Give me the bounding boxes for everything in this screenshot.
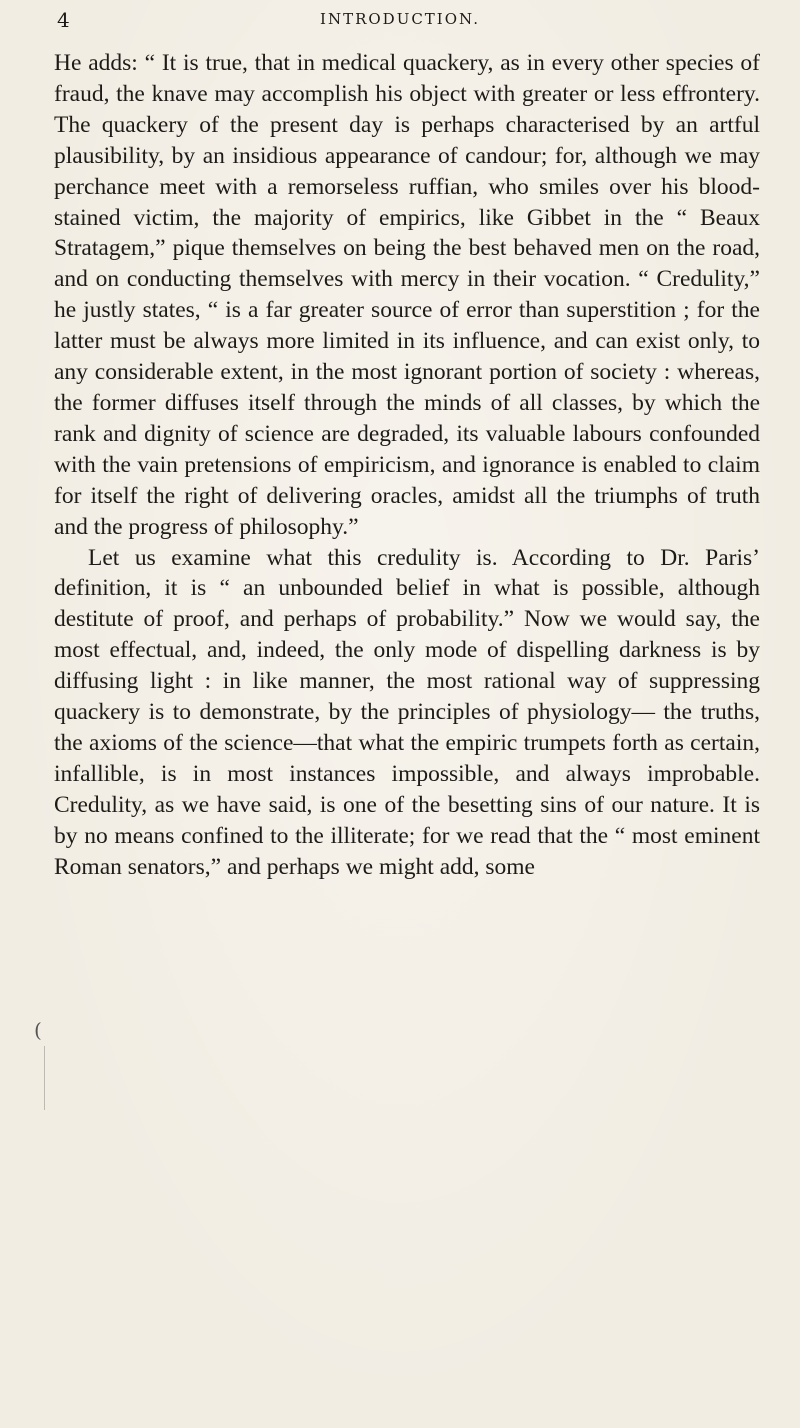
margin-pencil-mark bbox=[34, 1018, 52, 1128]
body-text bbox=[54, 48, 760, 882]
margin-ink-line bbox=[44, 1046, 45, 1110]
running-head: INTRODUCTION. bbox=[320, 10, 480, 28]
margin-mark-glyph: ( bbox=[34, 1018, 42, 1042]
page-number: 4 bbox=[57, 8, 71, 32]
paragraph-quotation: He adds: “ It is true, that in medical quackery, as in every other species of fraud, the knave may accomplish his object with greater or less effrontery. The quackery of the present day is perhaps characterised by an artful plausibility, by an insidious appearance of candour; for, although we may perchance meet with a remorseless ruffian, who smiles over his blood-stained victim, the majority of empirics, like Gibbet in the “ Beaux Stratagem,” pique themselves on being the best behaved men on the road, and on conducting themselves with mercy in their vocation. “ Credulity,” he justly states, “ is a far greater source of error than superstition ; for the latter must be always more limited in its influence, and can exist only, to any considerable extent, in the most ignorant portion of society : whereas, the former diffuses itself through the minds of all classes, by which the rank and dignity of science are degraded, its valuable labours confounded with the vain pretensions of empiricism, and ignorance is enabled to claim for itself the right of delivering oracles, amidst all the triumphs of truth and the progress of philosophy.” bbox=[54, 50, 760, 540]
paragraph-credulity: Let us examine what this credulity is. According to Dr. Paris’ definition, it is “ an unbounded belief in what is possible, although destitute of proof, and perhaps of probability.” Now we would say, the most effectual, and, indeed, the only mode of dispelling darkness is by diffusing light : in like manner, the most rational way of suppressing quackery is to demonstrate, by the principles of physiology— the truths, the axioms of the science—that what the empiric trumpets forth as certain, infallible, is in most instances impossible, and always improbable. Credulity, as we have said, is one of the besetting sins of our nature. It is by no means confined to the illiterate; for we read that the “ most eminent Roman senators,” and perhaps we might add, some bbox=[54, 544, 760, 880]
